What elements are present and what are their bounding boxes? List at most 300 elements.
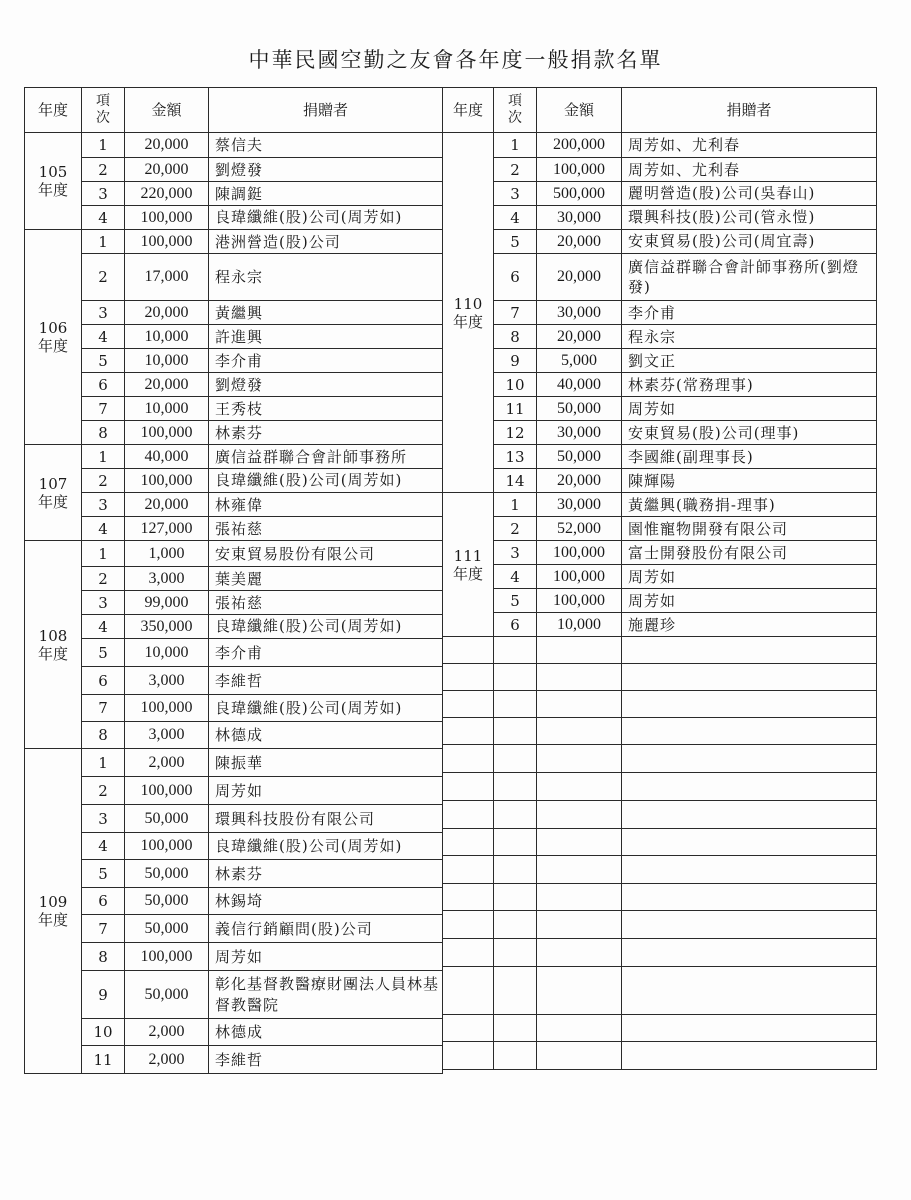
empty-row <box>443 637 877 664</box>
year-cell <box>25 230 82 445</box>
donor-cell: 葉美麗 <box>209 567 443 591</box>
donor-cell: 李介甫 <box>622 301 877 325</box>
year-suffix: 年度 <box>37 492 68 511</box>
year-cell <box>443 801 494 829</box>
donation-table-right <box>442 87 877 1070</box>
item-index: 5 <box>82 860 125 888</box>
amount-cell <box>537 939 622 967</box>
year-cell <box>443 133 494 493</box>
donor-cell: 張祐慈 <box>209 591 443 615</box>
year-suffix: 年度 <box>452 312 483 331</box>
item-index: 6 <box>494 254 537 301</box>
donor-cell: 周芳如 <box>209 777 443 805</box>
donor-cell <box>622 884 877 911</box>
table-row <box>25 445 443 469</box>
table-row <box>25 695 443 722</box>
year-cell <box>443 967 494 1015</box>
amount-cell <box>537 1015 622 1042</box>
empty-row <box>443 745 877 773</box>
amount-cell: 100,000 <box>125 943 209 971</box>
donor-cell: 林德成 <box>209 1019 443 1046</box>
item-index: 6 <box>494 613 537 637</box>
empty-row <box>443 718 877 745</box>
table-row <box>25 971 443 1019</box>
table-row <box>25 833 443 860</box>
amount-cell: 3,000 <box>125 567 209 591</box>
year-cell <box>443 884 494 911</box>
amount-cell <box>537 691 622 718</box>
empty-row <box>443 1042 877 1070</box>
amount-cell <box>537 856 622 884</box>
table-row <box>25 206 443 230</box>
empty-row <box>443 829 877 856</box>
item-index: 3 <box>494 541 537 565</box>
item-index: 8 <box>82 943 125 971</box>
item-index: 5 <box>494 230 537 254</box>
item-index: 14 <box>494 469 537 493</box>
donor-cell: 李維哲 <box>209 1046 443 1074</box>
item-index <box>494 829 537 856</box>
donor-cell: 環興科技股份有限公司 <box>209 805 443 833</box>
table-row <box>25 325 443 349</box>
item-index: 3 <box>82 805 125 833</box>
donor-cell: 周芳如 <box>622 397 877 421</box>
amount-cell: 2,000 <box>125 1046 209 1074</box>
item-index <box>494 884 537 911</box>
item-index: 9 <box>494 349 537 373</box>
item-index: 11 <box>82 1046 125 1074</box>
donor-cell <box>622 801 877 829</box>
table-row <box>25 888 443 915</box>
item-index: 11 <box>494 397 537 421</box>
table-header-row <box>25 88 443 133</box>
amount-cell: 20,000 <box>537 469 622 493</box>
donor-cell: 李介甫 <box>209 639 443 667</box>
item-index: 3 <box>82 493 125 517</box>
empty-row <box>443 967 877 1015</box>
year-suffix: 年度 <box>37 644 68 663</box>
table-row <box>25 373 443 397</box>
amount-cell: 50,000 <box>537 397 622 421</box>
amount-cell: 30,000 <box>537 421 622 445</box>
year-cell <box>443 856 494 884</box>
table-row <box>25 469 443 493</box>
donor-cell: 安東貿易(股)公司(理事) <box>622 421 877 445</box>
donor-cell: 麗明營造(股)公司(吳春山) <box>622 182 877 206</box>
donor-cell: 張祐慈 <box>209 517 443 541</box>
amount-cell: 350,000 <box>125 615 209 639</box>
donor-cell: 林素芬 <box>209 421 443 445</box>
amount-cell <box>537 967 622 1015</box>
donor-cell: 廣信益群聯合會計師事務所 <box>209 445 443 469</box>
amount-cell: 50,000 <box>125 971 209 1019</box>
empty-row <box>443 884 877 911</box>
header-year: 年度 <box>443 88 494 133</box>
table-row <box>25 639 443 667</box>
table-row <box>25 158 443 182</box>
donor-cell: 林素芬(常務理事) <box>622 373 877 397</box>
table-row <box>443 301 877 325</box>
amount-cell: 20,000 <box>125 373 209 397</box>
amount-cell: 220,000 <box>125 182 209 206</box>
amount-cell: 2,000 <box>125 749 209 777</box>
item-index: 12 <box>494 421 537 445</box>
donor-cell: 周芳如 <box>622 589 877 613</box>
table-row <box>443 517 877 541</box>
donor-cell: 廣信益群聯合會計師事務所(劉燈發) <box>622 254 877 301</box>
donor-cell <box>622 664 877 691</box>
donor-cell: 園惟寵物開發有限公司 <box>622 517 877 541</box>
amount-cell: 100,000 <box>537 589 622 613</box>
donor-cell: 林錫埼 <box>209 888 443 915</box>
amount-cell: 30,000 <box>537 301 622 325</box>
header-amount: 金額 <box>125 88 209 133</box>
amount-cell: 10,000 <box>125 325 209 349</box>
table-row <box>443 158 877 182</box>
header-index-line2: 次 <box>96 110 110 126</box>
year-cell <box>443 1042 494 1070</box>
table-row <box>25 133 443 158</box>
table-row <box>443 469 877 493</box>
donor-cell: 劉燈發 <box>209 373 443 397</box>
table-row <box>25 591 443 615</box>
amount-cell: 10,000 <box>125 639 209 667</box>
amount-cell: 50,000 <box>125 888 209 915</box>
empty-row <box>443 801 877 829</box>
donor-cell: 彰化基督教醫療財團法人員林基督教醫院 <box>209 971 443 1019</box>
header-index-line2: 次 <box>508 110 522 126</box>
year-cell <box>443 745 494 773</box>
item-index: 1 <box>494 493 537 517</box>
amount-cell: 10,000 <box>537 613 622 637</box>
item-index <box>494 911 537 939</box>
amount-cell: 100,000 <box>125 469 209 493</box>
year-number: 106 <box>38 319 68 337</box>
donor-cell: 良瑋纖維(股)公司(周芳如) <box>209 615 443 639</box>
item-index: 5 <box>494 589 537 613</box>
item-index: 10 <box>82 1019 125 1046</box>
amount-cell: 100,000 <box>537 541 622 565</box>
item-index: 3 <box>82 182 125 206</box>
item-index: 4 <box>82 206 125 230</box>
amount-cell <box>537 1042 622 1070</box>
table-row <box>443 133 877 158</box>
table-row <box>25 915 443 943</box>
donor-cell: 王秀枝 <box>209 397 443 421</box>
year-number: 108 <box>38 626 68 645</box>
table-row <box>25 349 443 373</box>
item-index: 4 <box>82 615 125 639</box>
table-header-row <box>443 88 877 133</box>
item-index: 4 <box>494 565 537 589</box>
item-index: 6 <box>82 373 125 397</box>
amount-cell: 100,000 <box>125 777 209 805</box>
item-index: 1 <box>494 133 537 158</box>
item-index: 2 <box>82 469 125 493</box>
amount-cell: 20,000 <box>537 325 622 349</box>
table-row <box>443 589 877 613</box>
header-donor: 捐贈者 <box>209 88 443 133</box>
header-index <box>82 88 125 133</box>
amount-cell <box>537 884 622 911</box>
item-index: 6 <box>82 888 125 915</box>
table-row <box>443 349 877 373</box>
year-number: 110 <box>453 294 483 313</box>
item-index: 4 <box>494 206 537 230</box>
year-cell <box>443 637 494 664</box>
item-index <box>494 637 537 664</box>
amount-cell: 50,000 <box>125 915 209 943</box>
amount-cell: 50,000 <box>125 860 209 888</box>
donor-cell: 陳輝陽 <box>622 469 877 493</box>
donor-cell <box>622 1042 877 1070</box>
donor-cell <box>622 1015 877 1042</box>
donor-cell: 林雍偉 <box>209 493 443 517</box>
year-cell <box>25 445 82 541</box>
amount-cell: 2,000 <box>125 1019 209 1046</box>
amount-cell: 100,000 <box>537 158 622 182</box>
year-cell <box>443 1015 494 1042</box>
donor-cell: 陳調鋌 <box>209 182 443 206</box>
donor-cell: 良瑋纖維(股)公司(周芳如) <box>209 469 443 493</box>
year-suffix: 年度 <box>37 337 68 355</box>
table-row <box>25 749 443 777</box>
donor-cell: 李介甫 <box>209 349 443 373</box>
year-cell <box>25 749 82 1074</box>
item-index: 9 <box>82 971 125 1019</box>
donor-cell: 林素芬 <box>209 860 443 888</box>
year-cell <box>443 691 494 718</box>
amount-cell: 20,000 <box>125 158 209 182</box>
header-amount: 金額 <box>537 88 622 133</box>
amount-cell: 127,000 <box>125 517 209 541</box>
amount-cell: 20,000 <box>125 493 209 517</box>
item-index: 3 <box>82 591 125 615</box>
table-row <box>443 421 877 445</box>
donor-cell: 富士開發股份有限公司 <box>622 541 877 565</box>
empty-row <box>443 1015 877 1042</box>
item-index <box>494 939 537 967</box>
empty-row <box>443 773 877 801</box>
table-row <box>443 613 877 637</box>
item-index: 7 <box>82 915 125 943</box>
donor-cell <box>622 745 877 773</box>
amount-cell: 17,000 <box>125 254 209 301</box>
table-row <box>25 1019 443 1046</box>
item-index: 4 <box>82 517 125 541</box>
table-row <box>443 254 877 301</box>
amount-cell <box>537 745 622 773</box>
item-index: 3 <box>82 301 125 325</box>
donor-cell <box>622 856 877 884</box>
table-row <box>25 1046 443 1074</box>
donor-cell <box>622 829 877 856</box>
year-cell <box>443 493 494 637</box>
table-row <box>443 230 877 254</box>
header-index-line1: 項 <box>96 92 110 109</box>
item-index: 4 <box>82 833 125 860</box>
donor-cell: 良瑋纖維(股)公司(周芳如) <box>209 695 443 722</box>
amount-cell <box>537 664 622 691</box>
item-index: 7 <box>494 301 537 325</box>
amount-cell <box>537 801 622 829</box>
amount-cell: 3,000 <box>125 667 209 695</box>
item-index: 2 <box>82 158 125 182</box>
item-index <box>494 691 537 718</box>
year-cell <box>443 718 494 745</box>
donor-cell: 安東貿易(股)公司(周宜壽) <box>622 230 877 254</box>
donor-cell: 蔡信夫 <box>209 133 443 158</box>
table-row <box>25 301 443 325</box>
table-row <box>443 541 877 565</box>
empty-row <box>443 691 877 718</box>
donor-cell: 程永宗 <box>209 254 443 301</box>
amount-cell: 3,000 <box>125 722 209 749</box>
donor-cell: 黃繼興(職務捐-理事) <box>622 493 877 517</box>
item-index: 2 <box>82 254 125 301</box>
amount-cell: 40,000 <box>537 373 622 397</box>
table-row <box>25 667 443 695</box>
item-index <box>494 745 537 773</box>
item-index: 2 <box>82 567 125 591</box>
item-index: 1 <box>82 230 125 254</box>
item-index: 8 <box>82 421 125 445</box>
item-index: 10 <box>494 373 537 397</box>
table-row <box>25 777 443 805</box>
item-index <box>494 664 537 691</box>
donor-cell <box>622 691 877 718</box>
table-row <box>25 943 443 971</box>
table-row <box>25 722 443 749</box>
item-index: 5 <box>82 349 125 373</box>
amount-cell: 500,000 <box>537 182 622 206</box>
header-index <box>494 88 537 133</box>
table-row <box>25 541 443 567</box>
donor-cell <box>622 773 877 801</box>
amount-cell <box>537 773 622 801</box>
donor-cell <box>622 967 877 1015</box>
donor-cell: 劉燈發 <box>209 158 443 182</box>
donor-cell: 劉文正 <box>622 349 877 373</box>
year-number: 109 <box>38 893 68 911</box>
donor-cell: 周芳如 <box>209 943 443 971</box>
donor-cell: 良瑋纖維(股)公司(周芳如) <box>209 833 443 860</box>
donor-cell: 許進興 <box>209 325 443 349</box>
donor-cell: 程永宗 <box>622 325 877 349</box>
table-row <box>25 805 443 833</box>
empty-row <box>443 911 877 939</box>
table-row <box>25 860 443 888</box>
table-row <box>443 397 877 421</box>
amount-cell: 20,000 <box>125 133 209 158</box>
year-number: 107 <box>38 474 68 493</box>
header-index-line1: 項 <box>508 92 522 109</box>
amount-cell: 100,000 <box>125 230 209 254</box>
table-row <box>25 254 443 301</box>
table-row <box>443 325 877 349</box>
year-number: 111 <box>453 546 483 565</box>
donor-cell: 李維哲 <box>209 667 443 695</box>
amount-cell: 10,000 <box>125 397 209 421</box>
donor-cell: 林德成 <box>209 722 443 749</box>
amount-cell: 100,000 <box>125 421 209 445</box>
table-row <box>25 493 443 517</box>
amount-cell <box>537 637 622 664</box>
item-index: 2 <box>82 777 125 805</box>
table-row <box>25 517 443 541</box>
year-suffix: 年度 <box>37 181 68 199</box>
table-row <box>443 206 877 230</box>
year-cell <box>25 541 82 749</box>
item-index: 1 <box>82 541 125 567</box>
amount-cell: 100,000 <box>125 695 209 722</box>
donor-cell <box>622 637 877 664</box>
table-row <box>25 615 443 639</box>
amount-cell: 100,000 <box>125 206 209 230</box>
item-index: 2 <box>494 517 537 541</box>
donor-cell <box>622 939 877 967</box>
donor-cell: 周芳如、尤利春 <box>622 158 877 182</box>
item-index: 6 <box>82 667 125 695</box>
empty-row <box>443 939 877 967</box>
amount-cell: 99,000 <box>125 591 209 615</box>
amount-cell: 50,000 <box>537 445 622 469</box>
table-row <box>25 421 443 445</box>
donor-cell <box>622 911 877 939</box>
amount-cell <box>537 718 622 745</box>
donor-cell: 黃繼興 <box>209 301 443 325</box>
item-index: 7 <box>82 695 125 722</box>
donor-cell: 義信行銷顧問(股)公司 <box>209 915 443 943</box>
donor-cell: 施麗珍 <box>622 613 877 637</box>
table-row <box>25 567 443 591</box>
item-index: 2 <box>494 158 537 182</box>
amount-cell: 20,000 <box>537 254 622 301</box>
donor-cell: 港洲營造(股)公司 <box>209 230 443 254</box>
item-index <box>494 773 537 801</box>
header-year: 年度 <box>25 88 82 133</box>
donor-cell: 環興科技(股)公司(管永愷) <box>622 206 877 230</box>
item-index: 4 <box>82 325 125 349</box>
item-index <box>494 967 537 1015</box>
amount-cell: 5,000 <box>537 349 622 373</box>
item-index <box>494 1042 537 1070</box>
year-cell <box>443 829 494 856</box>
year-number: 105 <box>38 163 68 181</box>
table-row <box>25 397 443 421</box>
item-index: 13 <box>494 445 537 469</box>
amount-cell: 20,000 <box>537 230 622 254</box>
item-index: 1 <box>82 749 125 777</box>
empty-row <box>443 664 877 691</box>
year-suffix: 年度 <box>37 911 68 929</box>
table-row <box>443 493 877 517</box>
year-cell <box>443 939 494 967</box>
amount-cell: 40,000 <box>125 445 209 469</box>
item-index <box>494 801 537 829</box>
amount-cell: 100,000 <box>537 565 622 589</box>
amount-cell: 30,000 <box>537 493 622 517</box>
item-index: 5 <box>82 639 125 667</box>
amount-cell: 52,000 <box>537 517 622 541</box>
donation-table-left <box>24 87 443 1074</box>
item-index: 8 <box>494 325 537 349</box>
item-index <box>494 856 537 884</box>
amount-cell: 1,000 <box>125 541 209 567</box>
item-index: 1 <box>82 133 125 158</box>
item-index: 7 <box>82 397 125 421</box>
table-row <box>25 182 443 206</box>
